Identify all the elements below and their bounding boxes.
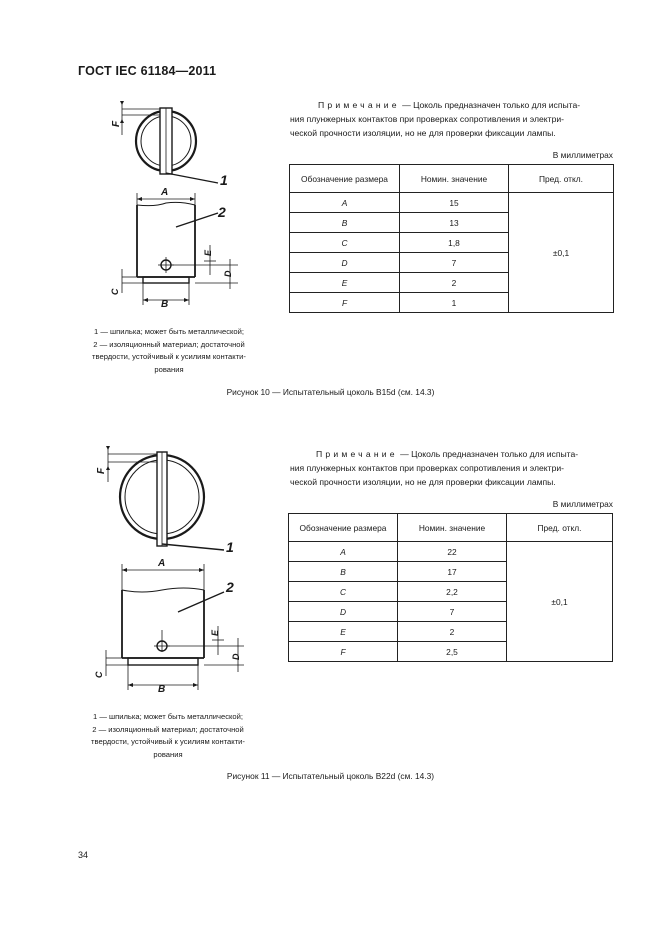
legend-item-2b: твердости, устойчивый к усилиям контакти- <box>91 737 245 747</box>
document-header: ГОСТ IEC 61184—2011 <box>78 64 217 78</box>
cell-dimension: F <box>289 642 398 662</box>
figure-10-table <box>289 164 614 313</box>
dim-label-f: F <box>111 120 122 127</box>
header-dimension: Обозначение размера <box>289 514 398 542</box>
cell-value: 2,2 <box>398 582 507 602</box>
table-header-row <box>289 514 613 542</box>
callout-2-label: 2 <box>218 204 226 220</box>
dim-label-b: B <box>158 684 166 695</box>
figure-10-caption: Рисунок 10 — Испытательный цоколь B15d (см. 14.3) <box>226 387 435 397</box>
note-label: Примечание <box>316 449 398 459</box>
table-row <box>289 542 613 562</box>
table-header-row <box>290 165 614 193</box>
cell-dimension: C <box>289 582 398 602</box>
note-text-2: ния плунжерных контактов при проверках сопротивления и электри- <box>290 114 565 124</box>
header-tolerance: Пред. откл. <box>507 514 613 542</box>
figure-10-drawing <box>100 95 250 315</box>
cell-dimension: C <box>290 233 400 253</box>
cell-dimension: B <box>290 213 400 233</box>
dim-label-f: F <box>96 467 107 474</box>
cell-value: 7 <box>400 253 509 273</box>
header-dimension: Обозначение размера <box>290 165 400 193</box>
header-nominal: Номин. значение <box>400 165 509 193</box>
dim-label-b: B <box>161 299 169 310</box>
note-text-3: ческой прочности изоляции, но не для проверки фиксации лампы. <box>290 477 556 487</box>
cell-dimension: B <box>289 562 398 582</box>
cell-value: 2 <box>400 273 509 293</box>
cell-dimension: D <box>289 602 398 622</box>
page-number: 34 <box>78 850 89 860</box>
table-row <box>290 193 614 213</box>
cell-dimension: F <box>290 293 400 313</box>
header-nominal: Номин. значение <box>398 514 507 542</box>
dim-label-d: D <box>231 653 241 660</box>
cell-dimension: E <box>289 622 398 642</box>
cell-dimension: A <box>289 542 398 562</box>
cell-dimension: A <box>290 193 400 213</box>
dim-label-d: D <box>223 270 233 277</box>
note-label: Примечание <box>318 100 400 110</box>
cell-value: 13 <box>400 213 509 233</box>
note-text-1: — Цоколь предназначен только для испыта- <box>402 100 581 110</box>
dim-label-e: E <box>210 629 220 636</box>
legend-item-2a: 2 — изоляционный материал; достаточной <box>93 339 245 349</box>
units-label: В миллиметрах <box>552 150 613 160</box>
callout-1-label: 1 <box>226 539 234 555</box>
dim-label-c: C <box>94 671 104 678</box>
figure-11-legend <box>68 711 268 761</box>
units-label: В миллиметрах <box>552 499 613 509</box>
callout-1-label: 1 <box>220 172 228 188</box>
dim-label-a: A <box>158 558 166 569</box>
cell-dimension: D <box>290 253 400 273</box>
figure-11-table <box>288 513 613 662</box>
figure-10-legend <box>69 326 269 376</box>
dim-label-e: E <box>203 249 213 256</box>
cell-value: 1,8 <box>400 233 509 253</box>
cell-value: 15 <box>400 193 509 213</box>
callout-2-label: 2 <box>226 579 234 595</box>
figure-11-note <box>290 447 613 489</box>
legend-item-2c: рования <box>154 364 184 374</box>
cell-value: 22 <box>398 542 507 562</box>
cell-dimension: E <box>290 273 400 293</box>
cell-value: 1 <box>400 293 509 313</box>
figure-10-note <box>290 98 613 140</box>
legend-item-1: 1 — шпилька; может быть металлической; <box>92 712 244 721</box>
cell-value: 17 <box>398 562 507 582</box>
cell-value: 2 <box>398 622 507 642</box>
cell-tolerance: ±0,1 <box>507 542 613 662</box>
legend-item-2b: твердости, устойчивый к усилиям контакти- <box>92 352 246 362</box>
note-text-3: ческой прочности изоляции, но не для проверки фиксации лампы. <box>290 128 556 138</box>
note-text-2: ния плунжерных контактов при проверках сопротивления и электри- <box>290 463 565 473</box>
legend-item-2a: 2 — изоляционный материал; достаточной <box>92 724 244 734</box>
cell-value: 7 <box>398 602 507 622</box>
note-text-1: — Цоколь предназначен только для испыта- <box>400 449 579 459</box>
legend-item-2c: рования <box>153 749 183 759</box>
cell-tolerance: ±0,1 <box>509 193 614 313</box>
dim-label-a: A <box>161 187 169 198</box>
dim-label-c: C <box>110 288 120 295</box>
legend-item-1: 1 — шпилька; может быть металлической; <box>93 327 245 336</box>
figure-11-drawing <box>92 440 257 695</box>
cell-value: 2,5 <box>398 642 507 662</box>
figure-11-caption: Рисунок 11 — Испытательный цоколь B22d (см. 14.3) <box>226 771 435 781</box>
header-tolerance: Пред. откл. <box>509 165 614 193</box>
